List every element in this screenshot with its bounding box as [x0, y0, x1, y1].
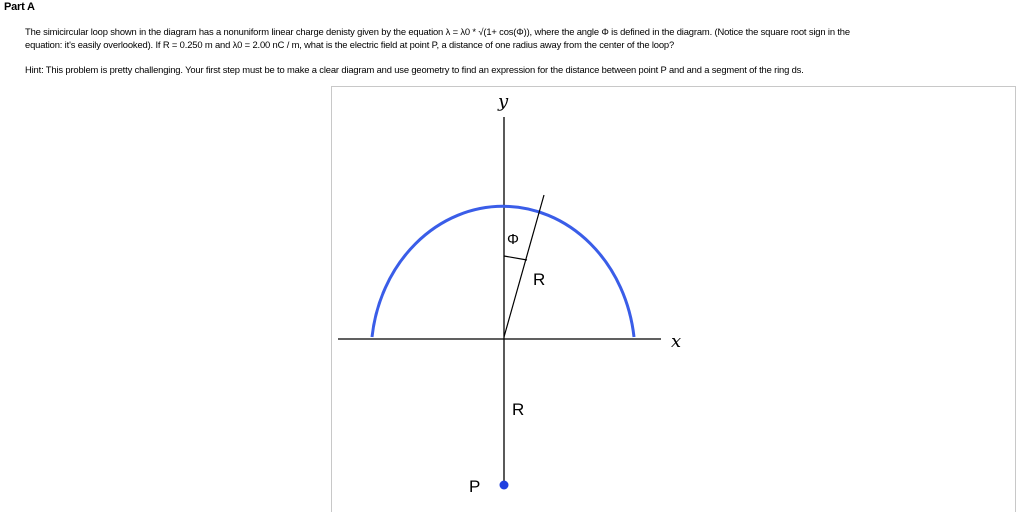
diagram-svg — [332, 87, 1016, 512]
angle-phi-label: Φ — [507, 231, 519, 248]
semicircle-diagram — [331, 86, 1016, 512]
part-title: Part A — [4, 1, 35, 13]
hint-text: Hint: This problem is pretty challenging. Your first step must be to make a clear diagram and use geometry to find an expression for the distance between point P and and a segment of the ring ds. — [25, 64, 804, 75]
point-p-marker — [500, 481, 509, 490]
semicircular-loop — [372, 206, 634, 337]
problem-line-2: equation: it's easily overlooked). If R = 0.250 m and λ0 = 2.00 nC / m, what is the electric field at point P, a distance of one radius away from the center of the loop? — [25, 38, 675, 50]
radius-line — [504, 195, 544, 337]
point-p-label: P — [469, 477, 481, 496]
radius-label-upper: R — [533, 270, 546, 289]
problem-line-1: The simicircular loop shown in the diagram has a nonuniform linear charge denisty given by the equation λ = λ0 * √(1+ cos(Φ)), where the angle Φ is defined in the diagram. (Notice the square root sign in the — [25, 26, 850, 37]
y-axis-label: y — [498, 91, 509, 112]
angle-arc — [504, 256, 527, 260]
radius-label-lower: R — [512, 400, 525, 419]
x-axis-label: x — [671, 331, 682, 352]
problem-statement — [25, 26, 1015, 51]
